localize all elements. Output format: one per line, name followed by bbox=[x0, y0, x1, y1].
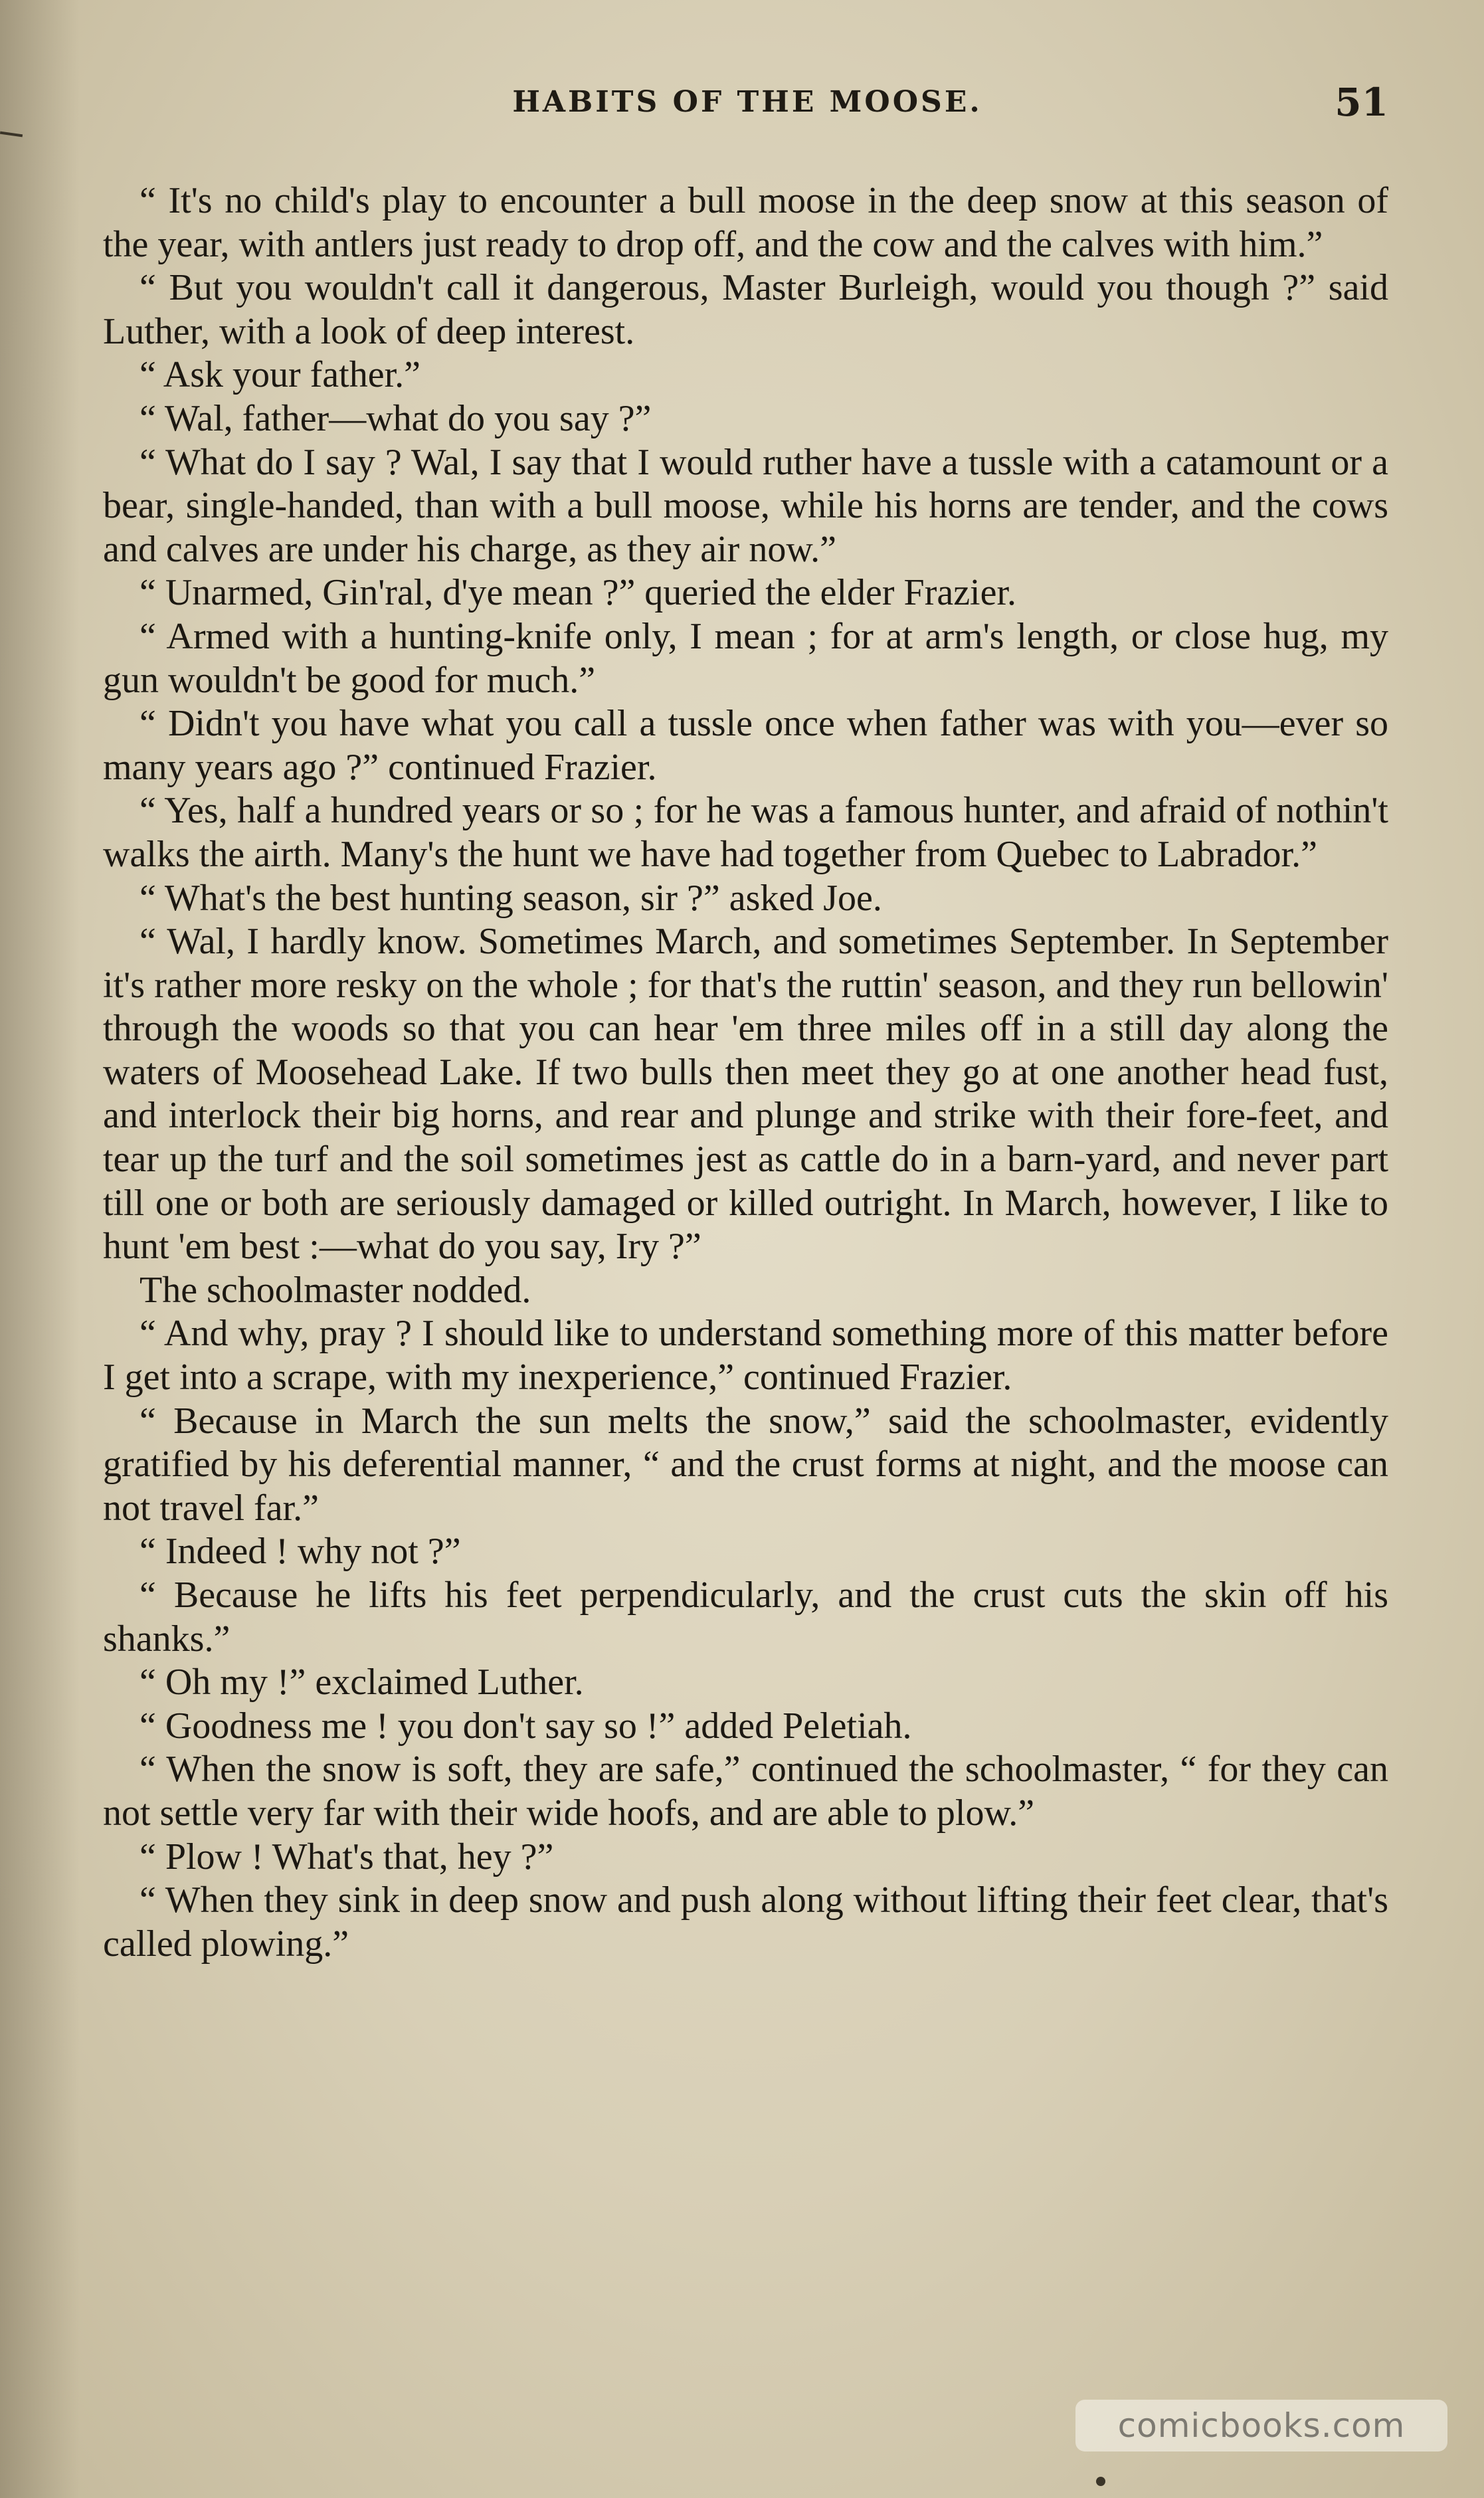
paragraph: “ It's no child's play to encounter a bull moose in the deep snow at this season of the year, with antlers just ready to drop off, and the cow and the calves with him.” bbox=[103, 180, 1388, 265]
paragraph: “ Indeed ! why not ?” bbox=[139, 1531, 461, 1573]
watermark-logo: comicbooks.com bbox=[1075, 2400, 1447, 2451]
paragraph: “ Wal, I hardly know. Sometimes March, and sometimes September. In September it's rather more resky on the whole ; for that's the ruttin' season, and they run bellowin' through the woods so that you can hear 'em three miles off in a still day along the waters of Moosehead Lake. If two bulls then meet they go at one another head fust, and interlock their big horns, and rear and plunge and strike with their fore-feet, and tear up the turf and the soil sometimes jest as cattle do in a barn-yard, and never part till one or both are seriously damaged or killed outright. In March, however, I like to hunt 'em best :—what do you say, Iry ?” bbox=[103, 921, 1388, 1268]
body-text bbox=[103, 179, 1388, 1966]
paragraph: “ When the snow is soft, they are safe,” continued the schoolmaster, “ for they can not settle very far with their wide hoofs, and are able to plow.” bbox=[103, 1749, 1388, 1834]
ink-speck bbox=[1096, 2477, 1105, 2486]
paragraph: “ Because he lifts his feet perpendicularly, and the crust cuts the skin off his shanks.” bbox=[103, 1575, 1388, 1660]
paragraph: “ Unarmed, Gin'ral, d'ye mean ?” queried the elder Frazier. bbox=[139, 572, 1017, 614]
paragraph: “ Because in March the sun melts the snow,” said the schoolmaster, evidently gratified by his deferential manner, “ and the crust forms at night, and the moose can not travel far.” bbox=[103, 1400, 1388, 1529]
paragraph: “ Ask your father.” bbox=[139, 354, 420, 396]
paragraph: “ Oh my !” exclaimed Luther. bbox=[139, 1662, 584, 1703]
running-head: HABITS OF THE MOOSE. bbox=[512, 85, 982, 119]
binding-shadow bbox=[0, 0, 80, 2498]
paragraph: The schoolmaster nodded. bbox=[139, 1269, 531, 1311]
paragraph: “ What's the best hunting season, sir ?” asked Joe. bbox=[139, 877, 882, 919]
paragraph: “ What do I say ? Wal, I say that I would ruther have a tussle with a catamount or a bear, single-handed, than with a bull moose, while his horns are tender, and the cows and calves are under his charge, as they air now.” bbox=[103, 441, 1388, 570]
paragraph: “ Wal, father—what do you say ?” bbox=[139, 397, 652, 439]
page-header bbox=[100, 80, 1395, 133]
paragraph: “ Goodness me ! you don't say so !” added Peletiah. bbox=[139, 1705, 912, 1747]
page-number: 51 bbox=[1335, 80, 1388, 125]
paragraph: “ Plow ! What's that, hey ?” bbox=[139, 1836, 554, 1877]
paragraph: “ Armed with a hunting-knife only, I mean ; for at arm's length, or close hug, my gun wouldn't be good for much.” bbox=[103, 615, 1388, 701]
paragraph: “ When they sink in deep snow and push along without lifting their feet clear, that's called plowing.” bbox=[103, 1879, 1388, 1965]
paragraph: “ But you wouldn't call it dangerous, Master Burleigh, would you though ?” said Luther, with a look of deep interest. bbox=[103, 267, 1388, 352]
paragraph: “ Yes, half a hundred years or so ; for he was a famous hunter, and afraid of nothin't walks the airth. Many's the hunt we have had together from Quebec to Labrador.” bbox=[103, 790, 1388, 875]
paragraph: “ Didn't you have what you call a tussle once when father was with you—ever so many years ago ?” continued Frazier. bbox=[103, 703, 1388, 788]
paragraph: “ And why, pray ? I should like to understand something more of this matter before I get into a scrape, with my inexperience,” continued Frazier. bbox=[103, 1313, 1388, 1398]
